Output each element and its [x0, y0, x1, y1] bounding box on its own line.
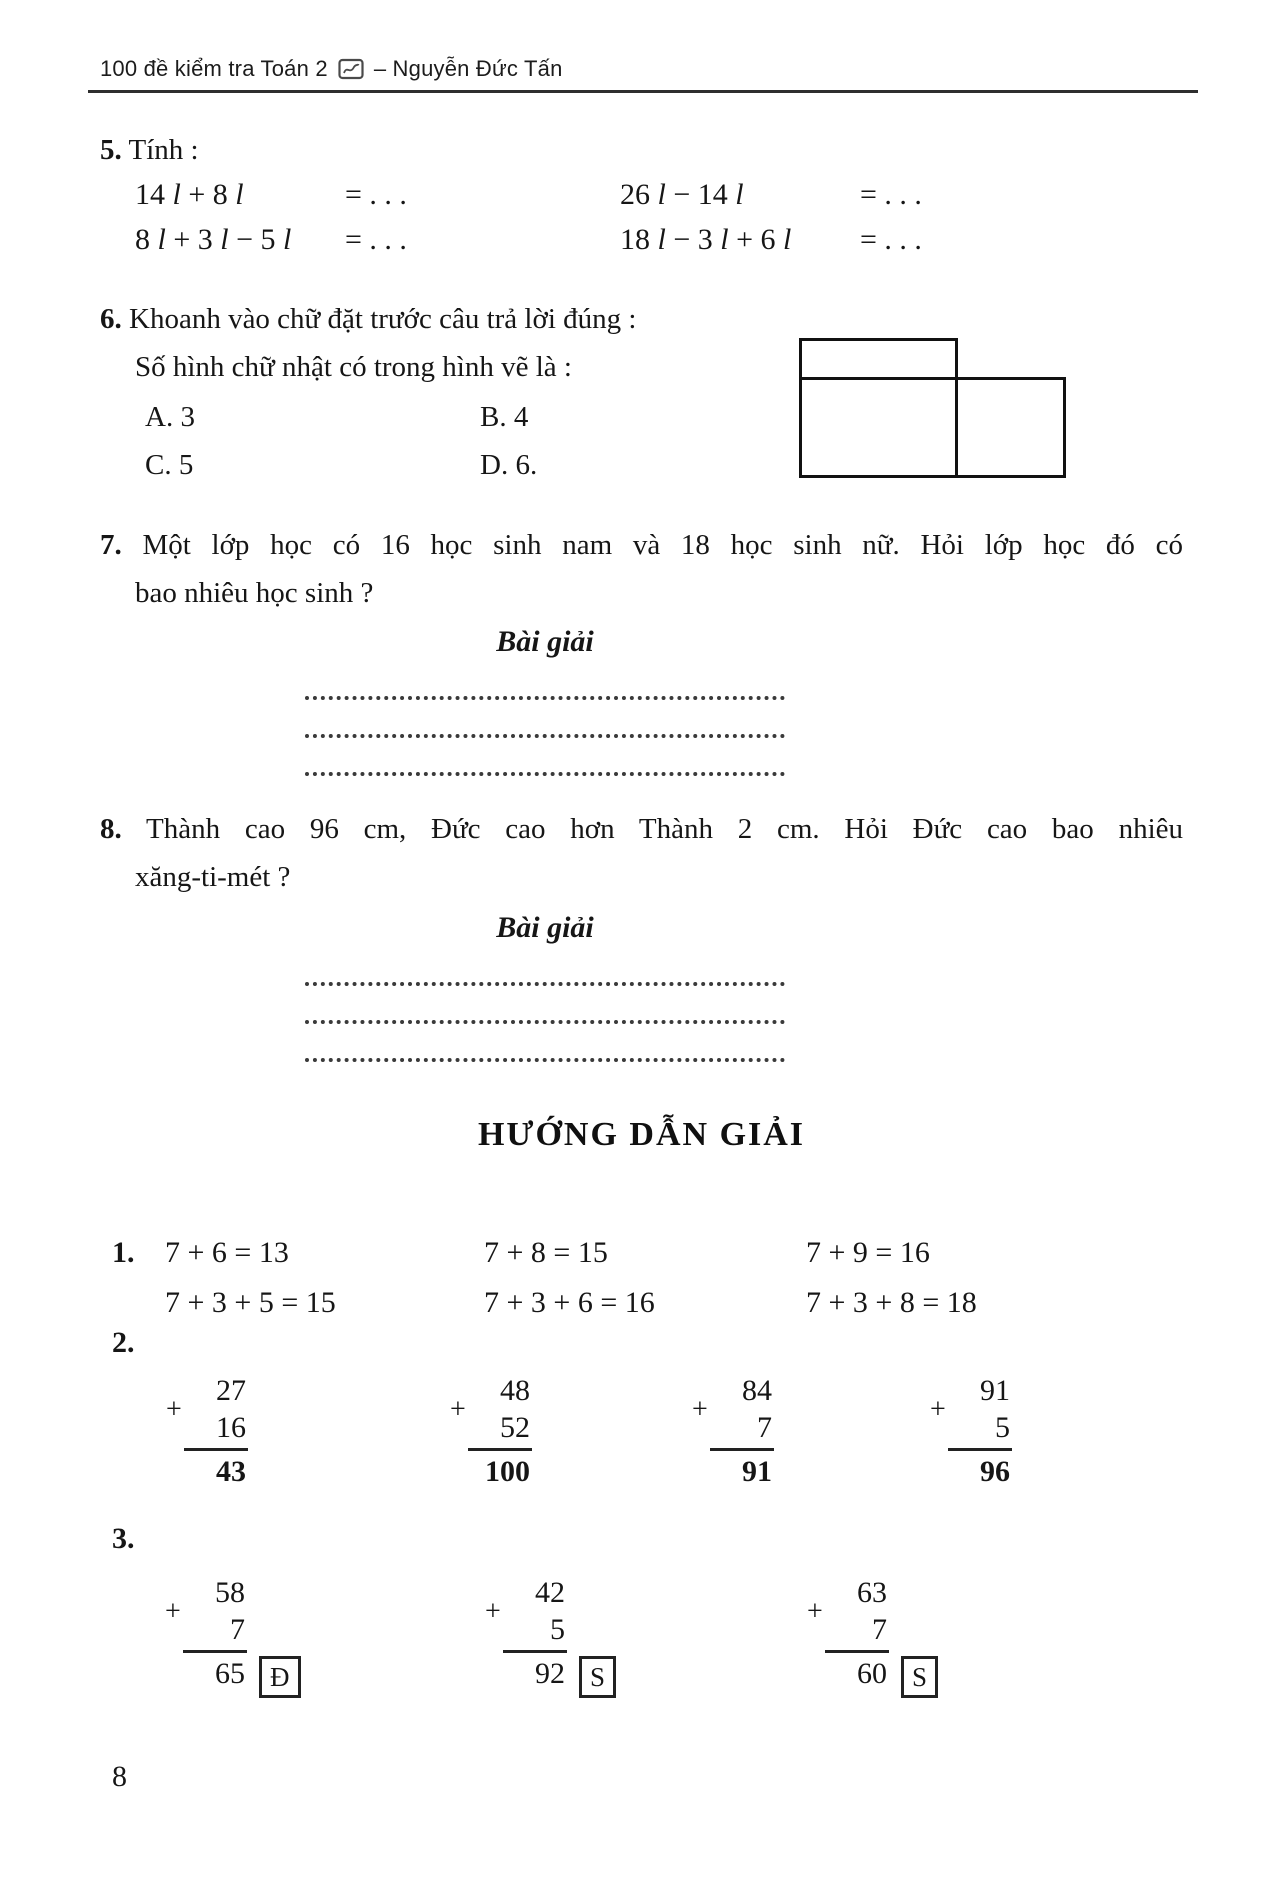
- option-a: A. 3: [145, 401, 195, 433]
- column-addition: [807, 1574, 928, 1695]
- equation-answer-blank: = . . .: [860, 178, 922, 211]
- problem7-line2: bao nhiêu học sinh ?: [135, 577, 374, 609]
- equation-answer-blank: = . . .: [345, 178, 407, 211]
- problem7-solution-block: [305, 622, 785, 776]
- problem6-number: 6.: [100, 303, 122, 335]
- answer-check-box: Đ: [259, 1656, 301, 1698]
- addend-bottom: 16: [216, 1411, 246, 1444]
- solution1-eq: 7 + 6 = 13: [165, 1236, 289, 1269]
- sum-value: 96: [980, 1455, 1010, 1488]
- equation-answer-blank: = . . .: [345, 223, 407, 256]
- solution3-additions: [0, 1574, 1283, 1704]
- sum-value: 100: [485, 1455, 530, 1488]
- problem6-line2: Số hình chữ nhật có trong hình vẽ là :: [135, 351, 572, 383]
- solution1-eq: 7 + 3 + 5 = 15: [165, 1286, 336, 1319]
- dotted-answer-line: [305, 986, 785, 1024]
- column-addition: [930, 1372, 1012, 1493]
- plus-sign: +: [166, 1394, 182, 1425]
- addend-top: 42: [535, 1576, 565, 1609]
- solution1-eq: 7 + 9 = 16: [806, 1236, 930, 1269]
- solution1-eq: 7 + 3 + 6 = 16: [484, 1286, 655, 1319]
- equation-expression: 14 l + 8 l: [135, 178, 244, 211]
- dotted-answer-line: [305, 948, 785, 986]
- problem6-line1: [100, 301, 636, 337]
- option-c: C. 5: [145, 449, 194, 481]
- sum-value: 65: [215, 1657, 245, 1690]
- solution1-row2: [100, 1286, 1183, 1332]
- column-addition: [166, 1372, 248, 1493]
- header-title: 100 đề kiểm tra Toán 2: [100, 56, 328, 81]
- addend-top: 27: [216, 1374, 246, 1407]
- problem8-line1: [100, 811, 1183, 847]
- sum-value: 43: [216, 1455, 246, 1488]
- solution3-number: 3.: [112, 1522, 135, 1555]
- addend-top: 91: [980, 1374, 1010, 1407]
- page-header: [100, 56, 563, 82]
- dotted-answer-line: [305, 700, 785, 738]
- addend-bottom: 7: [230, 1613, 245, 1646]
- figure-right-rectangle: [955, 377, 1066, 478]
- solution2-additions: [0, 1372, 1283, 1502]
- problem6-line1-text: Khoanh vào chữ đặt trước câu trả lời đúng :: [129, 303, 637, 335]
- rectangles-figure: [799, 338, 1069, 478]
- answer-check-box: S: [579, 1656, 616, 1698]
- solution2-number: 2.: [112, 1326, 135, 1359]
- page-number: 8: [112, 1760, 127, 1793]
- problem8-line1-text: Thành cao 96 cm, Đức cao hơn Thành 2 cm. Hỏi Đức cao bao nhiêu: [145, 813, 1183, 845]
- addend-bottom: 5: [995, 1411, 1010, 1444]
- solution-title: Bài giải: [496, 911, 594, 944]
- problem5-title: [100, 132, 199, 168]
- addend-top: 63: [857, 1576, 887, 1609]
- solution1-row1: [100, 1236, 1183, 1282]
- problem7-line1: [100, 527, 1183, 563]
- column-addition: [450, 1372, 532, 1493]
- publisher-logo-icon: [337, 57, 365, 81]
- header-author: – Nguyễn Đức Tấn: [373, 56, 563, 81]
- dotted-answer-line: [305, 738, 785, 776]
- addend-bottom: 7: [757, 1411, 772, 1444]
- equation-expression: 26 l − 14 l: [620, 178, 744, 211]
- problem5-title-text: Tính :: [128, 134, 199, 166]
- problem8-line2: xăng-ti-mét ?: [135, 861, 291, 893]
- sum-value: 60: [857, 1657, 887, 1690]
- problem5-eq-row-2: [100, 223, 1183, 268]
- solution1-number: 1.: [112, 1236, 135, 1269]
- addend-bottom: 7: [872, 1613, 887, 1646]
- dotted-answer-line: [305, 1024, 785, 1062]
- problem8-number: 8.: [100, 813, 122, 845]
- column-addition: [165, 1574, 290, 1695]
- equation-answer-blank: = . . .: [860, 223, 922, 256]
- problem5-eq-row-1: [100, 178, 1183, 223]
- addend-bottom: 52: [500, 1411, 530, 1444]
- answer-check-box: S: [901, 1656, 938, 1698]
- solution-title: Bài giải: [496, 625, 594, 658]
- problem7-number: 7.: [100, 529, 122, 561]
- plus-sign: +: [165, 1596, 181, 1627]
- plus-sign: +: [692, 1394, 708, 1425]
- header-rule: [88, 90, 1198, 93]
- solution1-eq: 7 + 8 = 15: [484, 1236, 608, 1269]
- addend-bottom: 5: [550, 1613, 565, 1646]
- equation-expression: 8 l + 3 l − 5 l: [135, 223, 292, 256]
- equation-expression: 18 l − 3 l + 6 l: [620, 223, 792, 256]
- option-b: B. 4: [480, 401, 529, 433]
- solution1-eq: 7 + 3 + 8 = 18: [806, 1286, 977, 1319]
- plus-sign: +: [485, 1596, 501, 1627]
- problem5-number: 5.: [100, 134, 122, 166]
- plus-sign: +: [807, 1596, 823, 1627]
- problem7-line1-text: Một lớp học có 16 học sinh nam và 18 học sinh nữ. Hỏi lớp học đó có: [142, 529, 1183, 561]
- addend-top: 48: [500, 1374, 530, 1407]
- plus-sign: +: [930, 1394, 946, 1425]
- plus-sign: +: [450, 1394, 466, 1425]
- solutions-heading: HƯỚNG DẪN GIẢI: [477, 1116, 806, 1153]
- column-addition: [692, 1372, 774, 1493]
- dotted-answer-line: [305, 662, 785, 700]
- addend-top: 84: [742, 1374, 772, 1407]
- sum-value: 92: [535, 1657, 565, 1690]
- addend-top: 58: [215, 1576, 245, 1609]
- option-d: D. 6.: [480, 449, 538, 481]
- sum-value: 91: [742, 1455, 772, 1488]
- column-addition: [485, 1574, 606, 1695]
- figure-top-rectangle: [799, 338, 958, 380]
- figure-bottom-left-rectangle: [799, 377, 958, 478]
- problem8-solution-block: [305, 908, 785, 1062]
